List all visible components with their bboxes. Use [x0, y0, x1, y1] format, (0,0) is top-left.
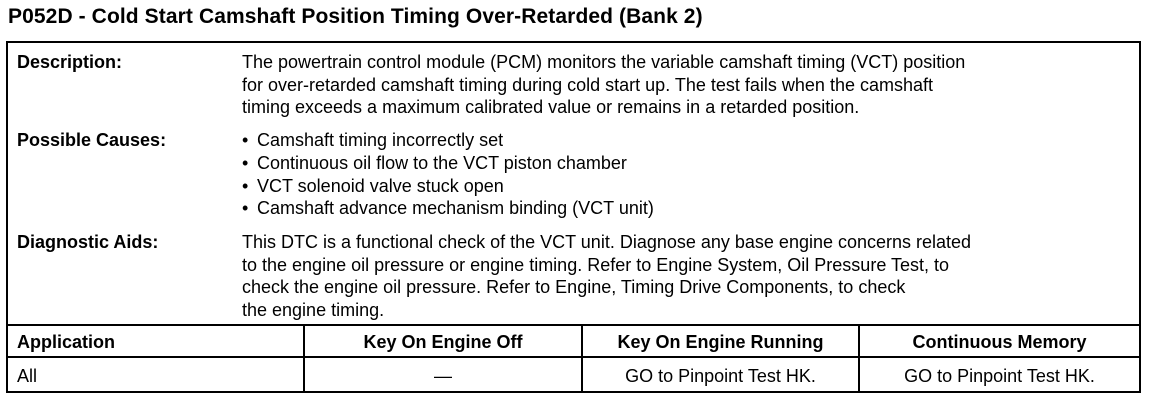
possible-causes-label: Possible Causes: — [17, 130, 167, 150]
column-header-application: Application — [17, 332, 115, 352]
diagnostic-aids-line: to the engine oil pressure or engine timing. Refer to Engine System, Oil Pressure Test, to — [242, 254, 950, 275]
column-header-koeo: Key On Engine Off — [363, 332, 523, 352]
table-divider — [8, 324, 1139, 326]
column-header-continuous-memory: Continuous Memory — [912, 332, 1087, 352]
list-item: • VCT solenoid valve stuck open — [242, 175, 654, 198]
list-item: • Continuous oil flow to the VCT piston chamber — [242, 152, 654, 175]
diagnostic-aids-text — [242, 231, 971, 321]
table-cell-koeo: — — [434, 366, 452, 386]
page-title: P052D - Cold Start Camshaft Position Timing Over-Retarded (Bank 2) — [8, 5, 703, 28]
table-cell-application: All — [17, 366, 38, 386]
description-line: timing exceeds a maximum calibrated value or remains in a retarded position. — [242, 97, 860, 117]
list-item: • Camshaft timing incorrectly set — [242, 129, 654, 152]
diagnostic-aids-line: the engine timing. — [242, 299, 385, 320]
table-header-divider — [8, 356, 1139, 358]
table-cell-continuous-memory: GO to Pinpoint Test HK. — [904, 366, 1095, 386]
diagnostic-aids-line: check the engine oil pressure. Refer to Engine, Timing Drive Components, to check — [242, 277, 906, 297]
possible-causes-list — [242, 129, 654, 220]
diagnostic-aids-label: Diagnostic Aids: — [17, 232, 159, 252]
column-header-koer: Key On Engine Running — [617, 332, 824, 352]
table-cell-koer: GO to Pinpoint Test HK. — [625, 366, 816, 386]
description-label: Description: — [17, 52, 123, 72]
description-line: The powertrain control module (PCM) monitors the variable camshaft timing (VCT) position — [242, 52, 966, 72]
list-item: • Camshaft advance mechanism binding (VCT unit) — [242, 197, 654, 220]
diagnostic-aids-line: This DTC is a functional check of the VCT unit. Diagnose any base engine concerns related — [242, 232, 972, 252]
description-line: for over-retarded camshaft timing during cold start up. The test fails when the camshaft — [242, 74, 933, 95]
dtc-info-table — [6, 41, 1141, 393]
description-text — [242, 51, 965, 119]
